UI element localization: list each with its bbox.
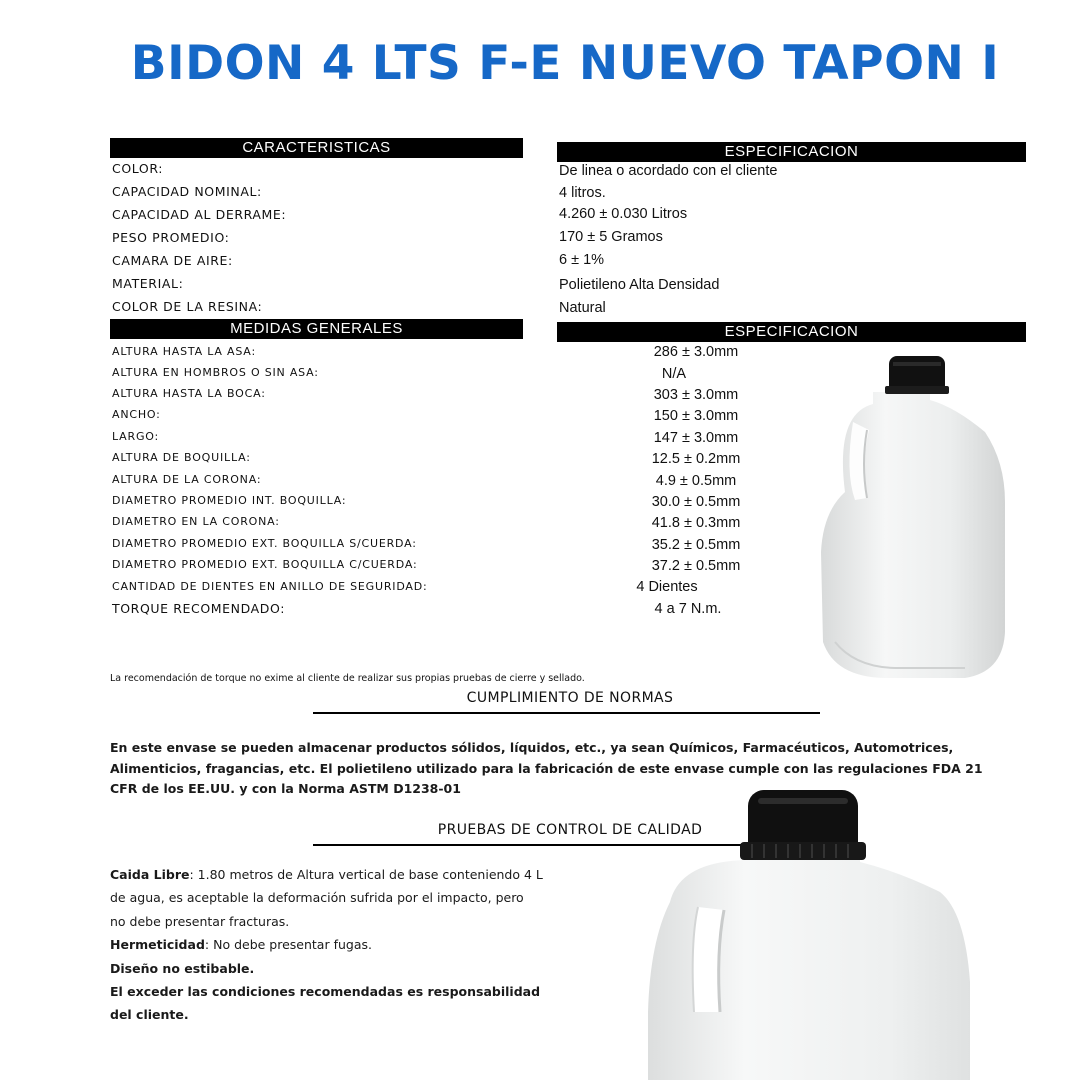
torque-note: La recomendación de torque no exime al cliente de realizar sus propias pruebas de cierre y sellado.	[110, 673, 585, 684]
row-label: MATERIAL:	[112, 276, 184, 291]
characteristics-header: CARACTERISTICAS	[110, 138, 523, 158]
row-value: 4 Dientes	[636, 579, 698, 595]
row-label: ANCHO:	[112, 408, 161, 421]
exceed-text-2: del cliente.	[110, 1007, 189, 1023]
page-title: BIDON 4 LTS F-E NUEVO TAPON I	[130, 36, 1000, 91]
compliance-title: CUMPLIMIENTO DE NORMAS	[466, 690, 674, 706]
exceed-text: El exceder las condiciones recomendadas es responsabilidad	[110, 984, 541, 1000]
quality-tests-text	[110, 863, 650, 1027]
row-value: 12.5 ± 0.2mm	[651, 451, 741, 467]
row-value: 286 ± 3.0mm	[653, 344, 739, 360]
row-value: 4 a 7 N.m.	[654, 601, 722, 617]
row-label: DIAMETRO EN LA CORONA:	[112, 515, 280, 528]
quality-title: PRUEBAS DE CONTROL DE CALIDAD	[437, 822, 703, 838]
free-fall-label: Caida Libre	[110, 867, 190, 882]
row-value: N/A	[661, 366, 687, 382]
exceed-line2	[110, 1003, 650, 1026]
row-label: LARGO:	[112, 430, 160, 443]
row-value: 170 ± 5 Gramos	[559, 229, 663, 245]
row-label: DIAMETRO PROMEDIO EXT. BOQUILLA S/CUERDA:	[112, 537, 417, 550]
row-label: CAPACIDAD NOMINAL:	[112, 184, 262, 199]
row-label: DIAMETRO PROMEDIO INT. BOQUILLA:	[112, 494, 347, 507]
exceed-line1	[110, 980, 650, 1003]
row-label: ALTURA EN HOMBROS O SIN ASA:	[112, 366, 319, 379]
free-fall-text: : 1.80 metros de Altura vertical de base conteniendo 4 L	[189, 867, 543, 882]
row-value: 37.2 ± 0.5mm	[651, 558, 741, 574]
specification-header: ESPECIFICACION	[557, 142, 1026, 162]
compliance-divider	[313, 712, 820, 714]
row-value: Polietileno Alta Densidad	[559, 277, 720, 293]
row-value: 30.0 ± 0.5mm	[651, 494, 741, 510]
specification-header: ESPECIFICACION	[557, 322, 1026, 342]
general-measures-header: MEDIDAS GENERALES	[110, 319, 523, 339]
free-fall-line3: no debe presentar fracturas.	[110, 913, 290, 929]
row-value: 4.260 ± 0.030 Litros	[559, 206, 688, 222]
free-fall-line2: de agua, es aceptable la deformación sufrida por el impacto, pero	[110, 890, 524, 906]
row-value: 4.9 ± 0.5mm	[655, 473, 737, 489]
seal-label: Hermeticidad	[110, 937, 205, 953]
row-value: 35.2 ± 0.5mm	[651, 537, 741, 553]
row-label: CANTIDAD DE DIENTES EN ANILLO DE SEGURIDAD:	[112, 580, 428, 593]
row-label: DIAMETRO PROMEDIO EXT. BOQUILLA C/CUERDA:	[112, 558, 418, 571]
row-value: 41.8 ± 0.3mm	[651, 515, 741, 531]
row-label: ALTURA HASTA LA BOCA:	[112, 387, 266, 400]
bottle-closeup-photo-icon	[640, 782, 980, 1080]
row-value: 6 ± 1%	[559, 252, 605, 268]
stack-line	[110, 957, 650, 980]
row-value: 147 ± 3.0mm	[653, 430, 739, 446]
row-label: TORQUE RECOMENDADO:	[112, 601, 286, 616]
bottle-photo-icon	[815, 352, 1010, 682]
row-label: CAMARA DE AIRE:	[112, 253, 233, 268]
row-value: De linea o acordado con el cliente	[559, 163, 778, 179]
row-label: ALTURA HASTA LA ASA:	[112, 345, 256, 358]
row-label: COLOR:	[112, 161, 164, 176]
seal-line	[110, 933, 650, 956]
row-label: COLOR DE LA RESINA:	[112, 299, 263, 314]
row-label: ALTURA DE LA CORONA:	[112, 473, 262, 486]
seal-text: : No debe presentar fugas.	[204, 937, 372, 953]
compliance-text: En este envase se pueden almacenar productos sólidos, líquidos, etc., ya sean Químicos, Farmacéuticos, Automotrices, Alimenticios, fragancias, etc. El polietileno utilizado para la fabricación de este envase cumple con las regulaciones FDA 21 CFR de los EE.UU. y con la Norma ASTM D1238-01	[110, 740, 983, 796]
row-value: 150 ± 3.0mm	[653, 408, 739, 424]
row-value: Natural	[559, 300, 606, 316]
free-fall-line1	[110, 863, 650, 886]
row-label: CAPACIDAD AL DERRAME:	[112, 207, 287, 222]
stack-text: Diseño no estibable.	[110, 960, 255, 976]
row-label: ALTURA DE BOQUILLA:	[112, 451, 251, 464]
row-label: PESO PROMEDIO:	[112, 230, 230, 245]
row-value: 4 litros.	[559, 185, 606, 201]
row-value: 303 ± 3.0mm	[653, 387, 739, 403]
